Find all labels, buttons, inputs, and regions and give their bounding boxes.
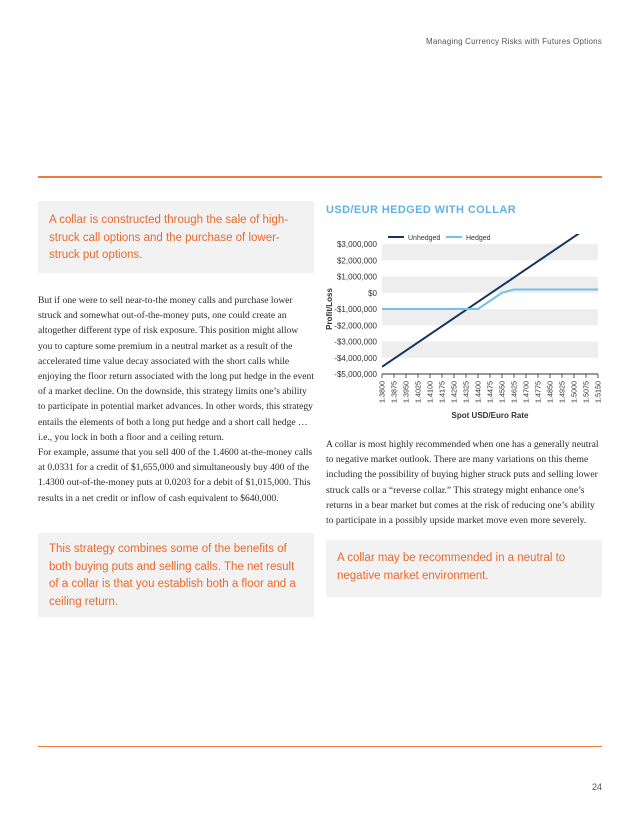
x-tick-label: 1.5000 xyxy=(569,381,579,403)
running-header: Managing Currency Risks with Futures Options xyxy=(426,37,602,46)
x-tick-label: 1.5075 xyxy=(581,381,591,403)
x-tick-label: 1.4775 xyxy=(533,381,543,403)
x-tick-label: 1.3800 xyxy=(377,381,387,403)
x-tick-label: 1.4100 xyxy=(425,381,435,403)
y-tick-label: $2,000,000 xyxy=(336,256,377,266)
x-tick-label: 1.4700 xyxy=(521,381,531,403)
page-number: 24 xyxy=(591,782,602,792)
callout-collar-definition: A collar is constructed through the sale of high-struck call options and the purchase of lower-struck put options. xyxy=(38,201,314,273)
x-tick-label: 1.4625 xyxy=(509,381,519,403)
y-tick-label: -$1,000,000 xyxy=(334,305,377,314)
x-axis-label: Spot USD/Euro Rate xyxy=(451,411,529,420)
callout-strategy: This strategy combines some of the benefits of both buying puts and selling calls. The net result of a collar is that you establish both a floor and a ceiling return. xyxy=(38,533,314,617)
y-tick-label: -$4,000,000 xyxy=(334,353,377,363)
y-tick-label: -$5,000,000 xyxy=(334,370,377,379)
x-tick-label: 1.4850 xyxy=(545,381,555,403)
grid-band xyxy=(382,244,598,260)
y-tick-label: -$3,000,000 xyxy=(334,337,377,347)
x-tick-label: 1.5150 xyxy=(593,381,603,403)
top-divider xyxy=(38,176,602,178)
x-tick-label: 1.4925 xyxy=(557,381,567,403)
collar-chart xyxy=(320,226,605,426)
x-tick-label: 1.3875 xyxy=(389,381,399,403)
x-tick-label: 1.4400 xyxy=(473,381,483,403)
y-axis-label: Profit/Loss xyxy=(325,288,334,330)
x-tick-label: 1.4475 xyxy=(485,381,495,403)
y-tick-label: $3,000,000 xyxy=(336,240,377,249)
x-tick-label: 1.4175 xyxy=(437,381,447,403)
legend-label: Unhedged xyxy=(408,235,441,242)
paragraph-risk-exposure: But if one were to sell near-to-the money calls and purchase lower struck and somewhat out-of-the-money puts, one could create an altogether different type of risk exposure. This position might allow you to capture some premium in a neutral market as a result of the accelerated time value decay associated with the short calls while enjoying the floor return associated with the long put hedge in the event of a market decline. On the downside, this strategy limits one’s ability to participate in potential market advances. In other words, this strategy entails the elements of both a long put hedge and a short call hedge … i.e., you lock in both a floor and a ceiling return. xyxy=(38,295,315,443)
callout-recommend: A collar may be recommended in a neutral to negative market environment. xyxy=(326,540,602,597)
bottom-divider xyxy=(38,746,602,747)
grid-band xyxy=(382,309,598,325)
y-tick-label: $1,000,000 xyxy=(336,272,377,282)
paragraph-recommendation: A collar is most highly recommended when one has a generally neutral to negative market outlook. There are many variations on this theme including the possibility of buying higher struck puts and selling lower struck calls or a “reverse collar.” This strategy might enhance one’s returns in a bear market but comes at the risk of reducing one’s ability to participate in a possibly upside market move even more severely. xyxy=(326,439,599,527)
y-tick-label: $0 xyxy=(368,288,377,298)
x-tick-label: 1.4025 xyxy=(413,381,423,403)
x-tick-label: 1.4550 xyxy=(497,381,507,403)
x-tick-label: 1.4325 xyxy=(461,381,471,403)
x-tick-label: 1.4250 xyxy=(449,381,459,403)
y-tick-label: -$2,000,000 xyxy=(334,321,377,331)
chart-title: USD/EUR HEDGED WITH COLLAR xyxy=(326,204,517,216)
paragraph-example: For example, assume that you sell 400 of the 1.4600 at-the-money calls at 0.0331 for a credit of $1,655,000 and simultaneously buy 400 of the 1.4300 out-of-the-money puts at 0.0203 for a debit of $1,015,000. This results in a net credit or inflow of cash equivalent to $640,000. xyxy=(38,447,313,504)
x-tick-label: 1.3950 xyxy=(401,381,411,403)
legend-label: Hedged xyxy=(466,235,491,242)
